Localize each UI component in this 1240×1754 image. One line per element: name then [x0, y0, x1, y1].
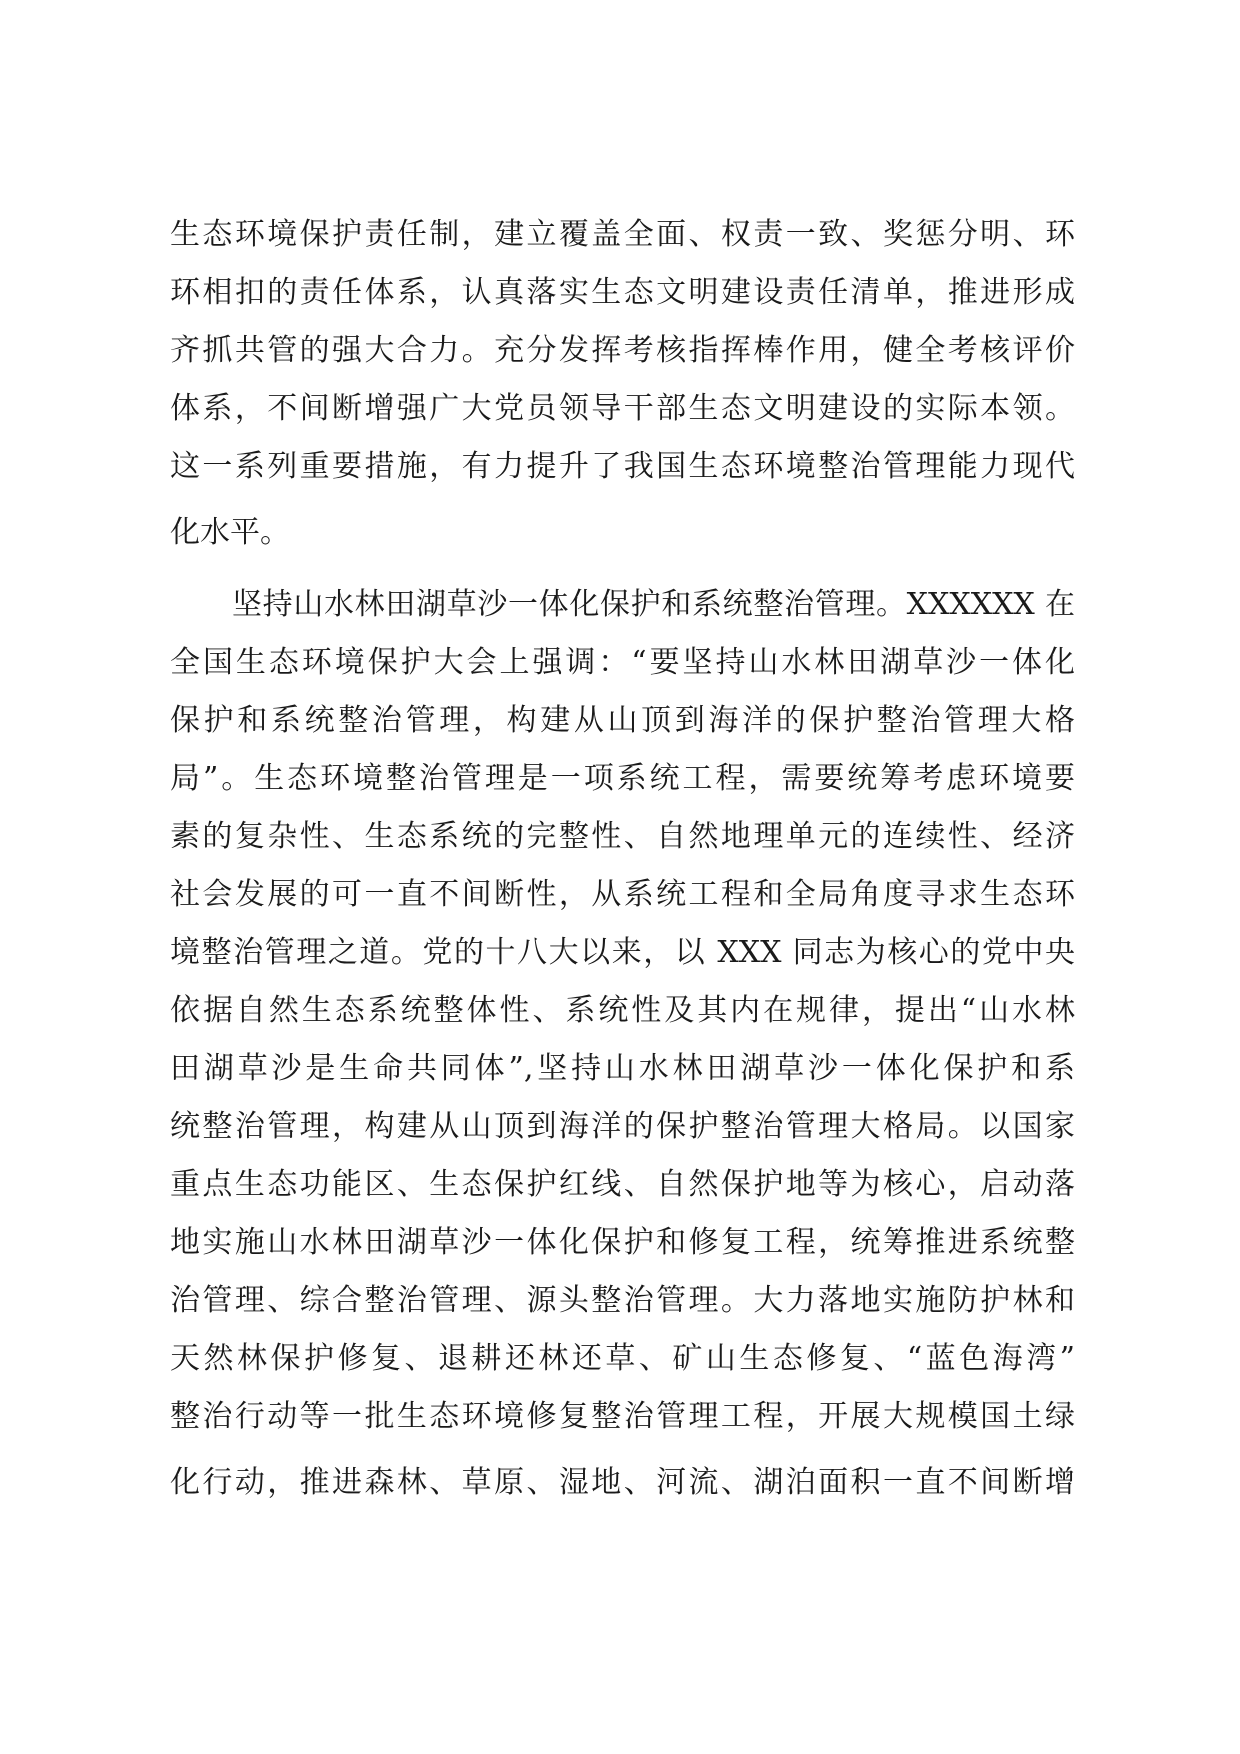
text-line: 局”。生态环境整治管理是一项系统工程，需要统筹考虑环境要 [170, 761, 1075, 796]
text-line: 全国生态环境保护大会上强调：“要坚持山水林田湖草沙一体化 [170, 645, 1075, 680]
text-line: 环相扣的责任体系，认真落实生态文明建设责任清单，推进形成 [170, 275, 1075, 310]
text-line: 田湖草沙是生命共同体”,坚持山水林田湖草沙一体化保护和系 [170, 1051, 1075, 1086]
text-line: 重点生态功能区、生态保护红线、自然保护地等为核心，启动落 [170, 1167, 1075, 1202]
text-line: 保护和系统整治管理，构建从山顶到海洋的保护整治管理大格 [170, 703, 1075, 738]
text-line: 齐抓共管的强大合力。充分发挥考核指挥棒作用，健全考核评价 [170, 333, 1075, 368]
text-line: 整治行动等一批生态环境修复整治管理工程，开展大规模国土绿 [170, 1399, 1075, 1434]
text-line: 素的复杂性、生态系统的完整性、自然地理单元的连续性、经济 [170, 819, 1075, 854]
text-line: 统整治管理，构建从山顶到海洋的保护整治管理大格局。以国家 [170, 1109, 1075, 1144]
text-line: 依据自然生态系统整体性、系统性及其内在规律，提出“山水林 [170, 993, 1075, 1028]
text-line: 化水平。 [170, 515, 290, 550]
text-line: 治管理、综合整治管理、源头整治管理。大力落地实施防护林和 [170, 1283, 1075, 1318]
text-line: 坚持山水林田湖草沙一体化保护和系统整治管理。XXXXXX 在 [232, 587, 1075, 622]
text-line: 生态环境保护责任制，建立覆盖全面、权责一致、奖惩分明、环 [170, 217, 1075, 252]
text-line: 天然林保护修复、退耕还林还草、矿山生态修复、“蓝色海湾” [170, 1341, 1075, 1376]
text-line: 体系，不间断增强广大党员领导干部生态文明建设的实际本领。 [170, 391, 1075, 426]
text-line: 社会发展的可一直不间断性，从系统工程和全局角度寻求生态环 [170, 877, 1075, 912]
text-line: 地实施山水林田湖草沙一体化保护和修复工程，统筹推进系统整 [170, 1225, 1075, 1260]
text-line: 这一系列重要措施，有力提升了我国生态环境整治管理能力现代 [170, 449, 1075, 484]
text-line: 境整治管理之道。党的十八大以来，以 XXX 同志为核心的党中央 [170, 935, 1075, 970]
text-line: 化行动，推进森林、草原、湿地、河流、湖泊面积一直不间断增 [170, 1465, 1075, 1500]
